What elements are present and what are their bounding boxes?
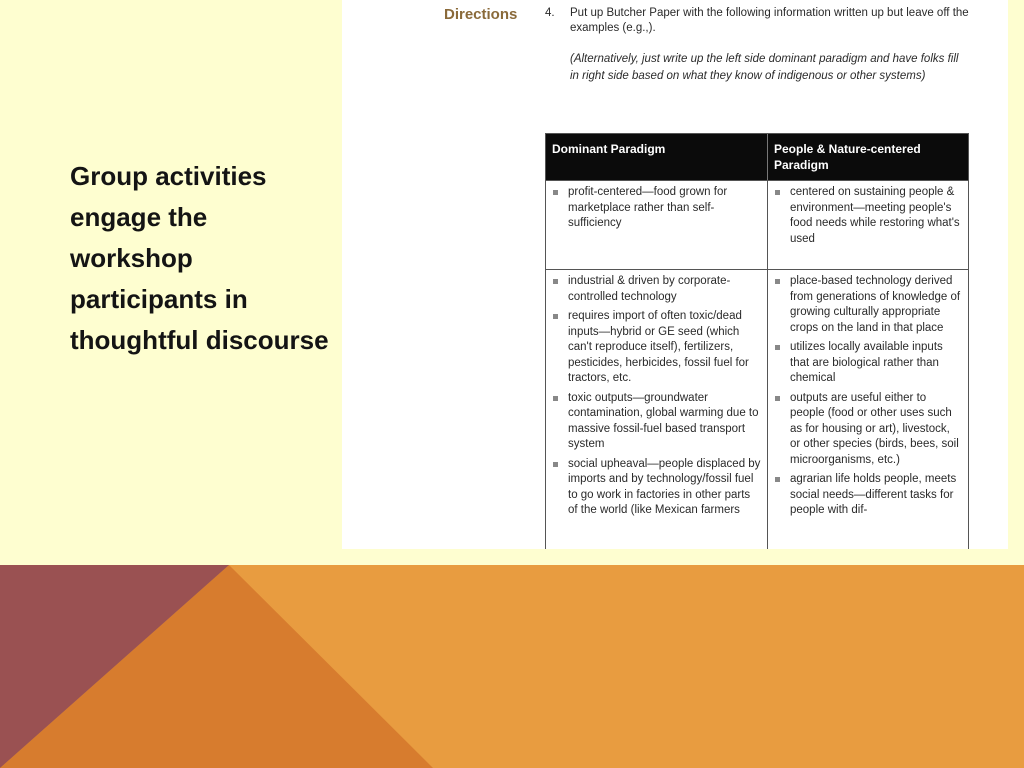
list-item [550,185,761,232]
list-item-text: requires import of often toxic/dead inputs—hybrid or GE seed (which can't reproduce itself), fertilizers, pesticides, herbicides, fossil fuel for tractors, etc. [568,310,749,384]
list-item-text: centered on sustaining people & environment—meeting people's food needs while restoring what's used [790,186,960,245]
list-item-text: toxic outputs—groundwater contamination, global warming due to massive fossil-fuel based transport system [568,391,759,450]
square-bullet-icon [553,190,558,195]
decorative-shapes [0,565,1024,768]
list-item-text: industrial & driven by corporate-controlled technology [568,275,731,303]
list-item [772,340,962,387]
square-bullet-icon [775,190,780,195]
square-bullet-icon [775,279,780,284]
paradigm-table [545,133,969,549]
list-item [772,391,962,469]
table-header [546,134,968,180]
directions-label: Directions [444,6,518,23]
slide-caption: Group activities engage the workshop participants in thoughtful discourse [70,161,329,355]
table-row [546,269,968,549]
table-cell-dominant [546,181,768,269]
list-item [550,309,761,387]
table-row [546,180,968,269]
list-item-text: outputs are useful either to people (food or other uses such as for housing or art), livestock, or other species (birds, bees, soil microorganisms, etc.) [790,391,959,466]
table-cell-dominant [546,270,768,549]
square-bullet-icon [553,462,558,467]
table-cell-nature-centered [768,181,968,269]
list-item-text: profit-centered—food grown for marketplace rather than self-sufficiency [568,186,728,229]
list-item-text: place-based technology derived from generations of knowledge of growing culturally appropriate crops on the land in that place [790,275,961,334]
square-bullet-icon [553,396,558,401]
list-item-text: agrarian life holds people, meets social needs—different tasks for people with dif- [790,473,957,516]
list-item [772,185,962,247]
square-bullet-icon [553,314,558,319]
square-bullet-icon [775,396,780,401]
square-bullet-icon [553,279,558,284]
square-bullet-icon [775,477,780,482]
step-number: 4. [545,7,555,19]
scanned-document [342,0,1008,549]
list-item [550,274,761,305]
step-note: (Alternatively, just write up the left side dominant paradigm and have folks fill in right side based on what they know of indigenous or other systems) [570,53,959,82]
list-item-text: social upheaval—people displaced by imports and by technology/fossil fuel to go work in factories in other parts of the world (like Mexican farmers [568,457,761,516]
decorative-band [0,565,1024,768]
list-item [772,472,962,519]
list-item [550,391,761,453]
list-item-text: utilizes locally available inputs that are biological rather than chemical [790,341,943,384]
list-item [550,457,761,519]
header-dominant-paradigm: Dominant Paradigm [546,134,768,180]
header-nature-centered-paradigm: People & Nature-centered Paradigm [774,142,921,172]
table-cell-nature-centered [768,270,968,549]
step-text: Put up Butcher Paper with the following information written up but leave off the examples (e.g.,). [570,7,969,34]
square-bullet-icon [775,345,780,350]
list-item [772,274,962,336]
